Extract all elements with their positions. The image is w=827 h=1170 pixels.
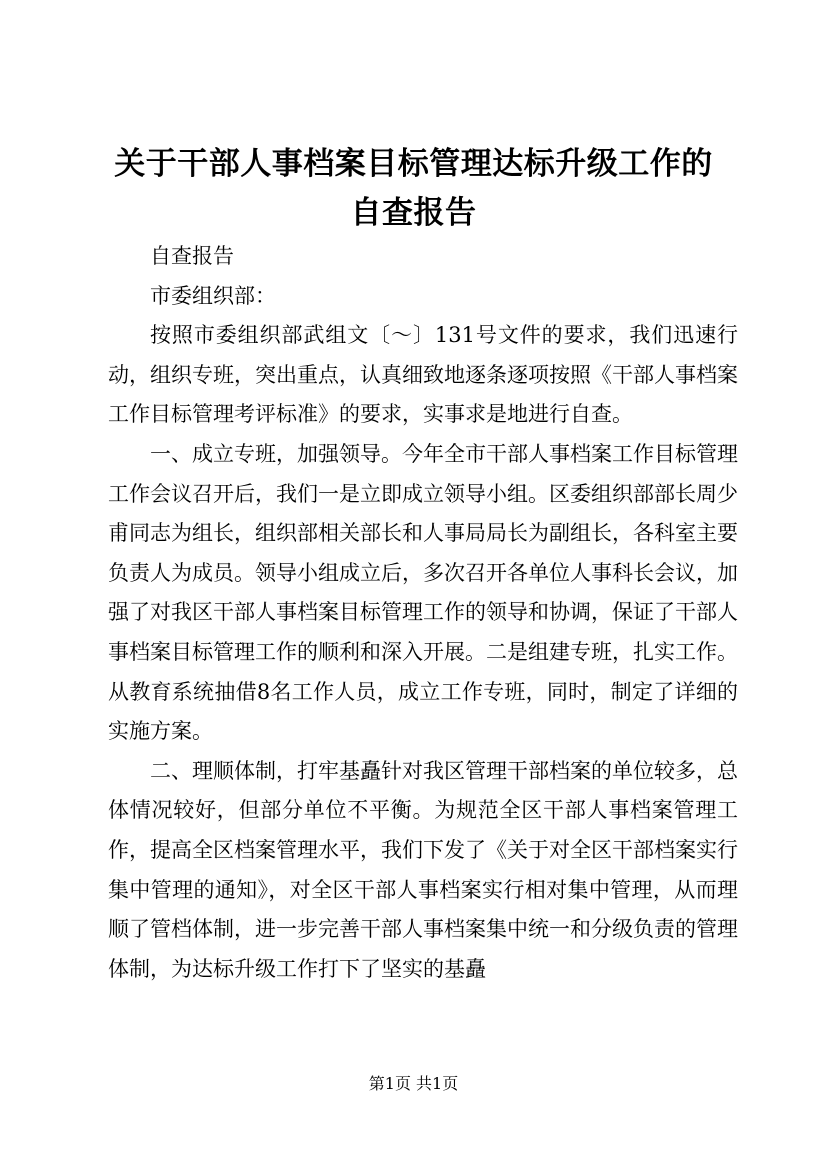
paragraph-intro: 按照市委组织部武组文〔～〕131号文件的要求，我们迅速行动，组织专班，突出重点，认真细致地逐条逐项按照《干部人事档案工作目标管理考评标准》的要求，实事求是地进行自查。: [108, 323, 738, 427]
paragraph-addressee: 市委组织部：: [150, 283, 276, 308]
document-title: 关于干部人事档案目标管理达标升级工作的自查报告: [114, 146, 713, 231]
page-footer: 第1页 共1页: [368, 1074, 459, 1093]
document-body: [108, 237, 738, 989]
paragraph-section-one: 一、成立专班，加强领导。今年全市干部人事档案工作目标管理工作会议召开后，我们一是立即成立领导小组。区委组织部部长周少甫同志为组长，组织部相关部长和人事局局长为副组长，各科室主要负责人为成员。领导小组成立后，多次召开各单位人事科长会议，加强了对我区干部人事档案目标管理工作的领导和协调，保证了干部人事档案目标管理工作的顺利和深入开展。二是组建专班，扎实工作。从教育系统抽借8名工作人员，成立工作专班，同时，制定了详细的实施方案。: [108, 441, 738, 744]
paragraph-section-two: 二、理顺体制，打牢基矗针对我区管理干部档案的单位较多，总体情况较好，但部分单位不平衡。为规范全区干部人事档案管理工作，提高全区档案管理水平，我们下发了《关于对全区干部档案实行集中管理的通知》，对全区干部人事档案实行相对集中管理，从而理顺了管档体制，进一步完善干部人事档案集中统一和分级负责的管理体制，为达标升级工作打下了坚实的基矗: [108, 758, 738, 981]
paragraph-heading: 自查报告: [150, 244, 234, 268]
